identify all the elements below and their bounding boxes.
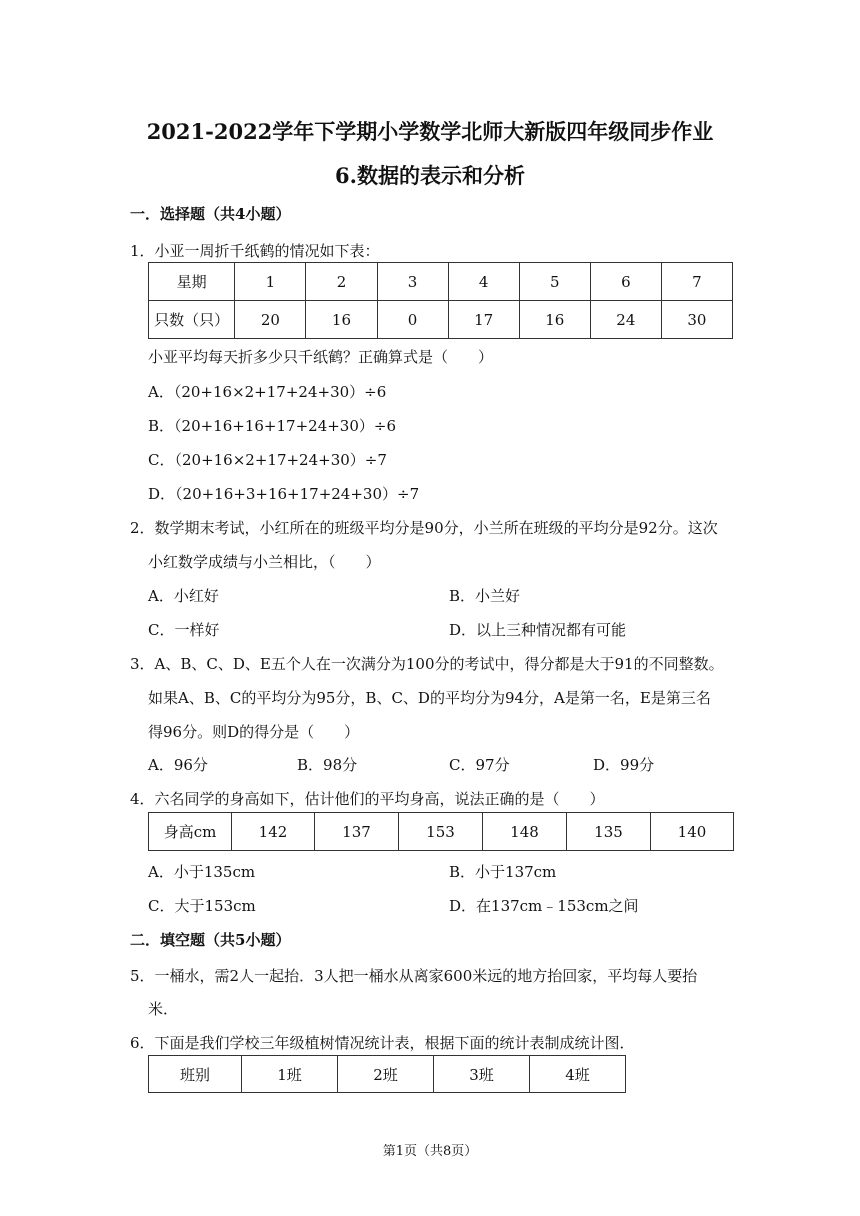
table-cell: 24 [590,301,661,339]
question-2-option-b: B．小兰好 [449,587,521,605]
table-cell: 1 [235,263,306,301]
table-cell: 星期 [149,263,235,301]
table-cell: 142 [232,813,315,851]
table-cell: 20 [235,301,306,339]
table-cell: 148 [483,813,567,851]
question-1-option-d: D．（20+16+3+16+17+24+30）÷7 [148,485,420,503]
table-cell: 3 [377,263,448,301]
question-2-option-a: A．小红好 [148,587,219,605]
table-cell: 153 [399,813,483,851]
table-row [149,263,733,301]
question-3-option-a: A．96分 [148,756,208,774]
question-4-option-c: C．大于153cm [148,897,256,915]
document-title: 2021-2022学年下学期小学数学北师大新版四年级同步作业 [146,119,714,144]
question-4-option-d: D．在137cm﹣153cm之间 [449,897,639,915]
table-cell: 4 [448,263,519,301]
table-cell: 16 [306,301,377,339]
question-4-option-a: A．小于135cm [148,863,256,881]
table-cell: 只数（只） [149,301,235,339]
table-cell: 身高cm [149,813,232,851]
question-5-line-1: 5．一桶水，需2人一起抬．3人把一桶水从离家600米远的地方抬回家，平均每人要抬 [130,967,698,985]
question-5-line-2: 米． [148,1000,179,1018]
table-cell: 17 [448,301,519,339]
table-row [149,301,733,339]
question-2-line-1: 2．数学期末考试，小红所在的班级平均分是90分，小兰所在班级的平均分是92分。这次 [130,519,718,537]
question-1-stem: 1．小亚一周折千纸鹤的情况如下表： [130,242,380,260]
table-cell: 4班 [530,1056,626,1093]
question-1-table [148,262,733,339]
table-cell: 16 [519,301,590,339]
table-cell: 班别 [149,1056,242,1093]
question-6-stem: 6．下面是我们学校三年级植树情况统计表，根据下面的统计表制成统计图． [130,1034,635,1052]
question-3-option-b: B．98分 [297,756,358,774]
question-1-option-a: A．（20+16×2+17+24+30）÷6 [148,383,387,401]
table-cell: 137 [315,813,399,851]
question-4-table [148,812,734,851]
table-cell: 7 [661,263,732,301]
question-3-line-3: 得96分。则D的得分是（ ） [148,723,360,741]
table-cell: 30 [661,301,732,339]
table-cell: 140 [651,813,734,851]
question-1-option-b: B．（20+16+16+17+24+30）÷6 [148,417,396,435]
table-cell: 135 [567,813,651,851]
document-subtitle: 6.数据的表示和分析 [335,163,525,188]
table-cell: 2 [306,263,377,301]
page-footer: 第1页（共8页） [382,1144,478,1159]
question-1-question: 小亚平均每天折多少只千纸鹤？正确算式是（ ） [148,348,494,366]
table-cell: 0 [377,301,448,339]
question-3-option-c: C．97分 [449,756,510,774]
table-cell: 6 [590,263,661,301]
question-4-stem: 4．六名同学的身高如下，估计他们的平均身高，说法正确的是（ ） [130,790,605,808]
question-3-line-1: 3．A、B、C、D、E五个人在一次满分为100分的考试中，得分都是大于91的不同整数。 [130,655,724,673]
question-3-line-2: 如果A、B、C的平均分为95分，B、C、D的平均分为94分，A是第一名，E是第三名 [148,689,711,707]
question-3-option-d: D．99分 [593,756,655,774]
section-heading-fill: 二．填空题（共5小题） [130,931,291,949]
table-cell: 2班 [338,1056,434,1093]
question-2-option-c: C．一样好 [148,621,220,639]
table-cell: 5 [519,263,590,301]
question-2-line-2: 小红数学成绩与小兰相比，（ ） [148,553,381,571]
question-6-table [148,1055,626,1093]
question-1-option-c: C．（20+16×2+17+24+30）÷7 [148,451,387,469]
question-4-option-b: B．小于137cm [449,863,557,881]
section-heading-choice: 一．选择题（共4小题） [130,205,291,223]
table-cell: 3班 [434,1056,530,1093]
question-2-option-d: D．以上三种情况都有可能 [449,621,627,639]
table-cell: 1班 [242,1056,338,1093]
table-row [149,1056,626,1093]
table-row [149,813,734,851]
